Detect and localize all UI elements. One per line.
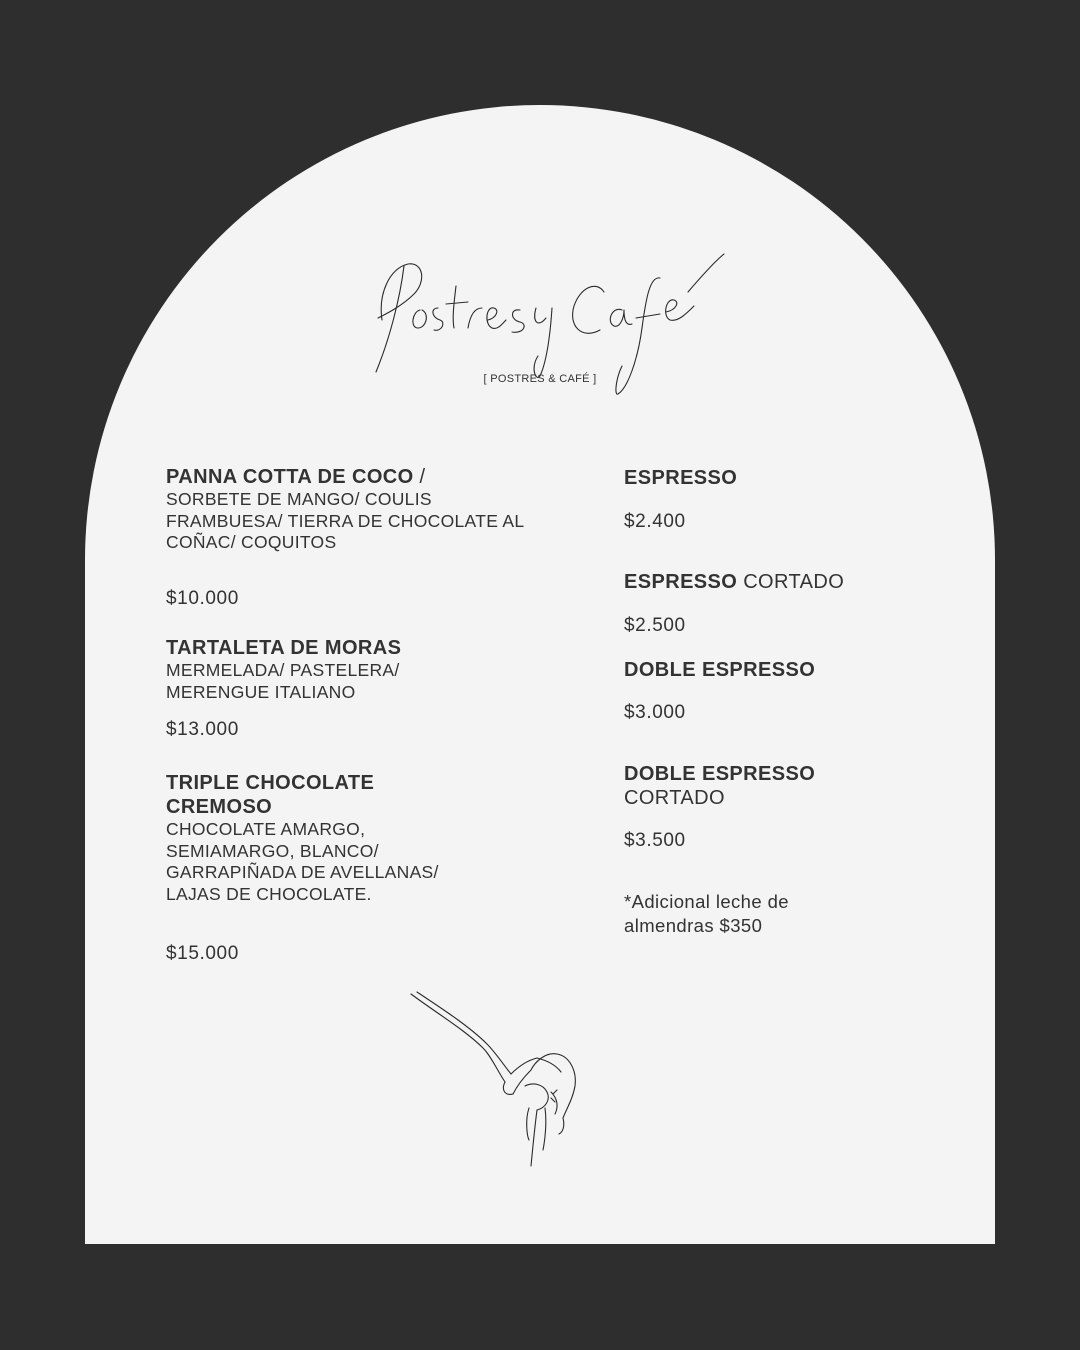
item-name bbox=[624, 466, 944, 490]
item-price: $2.400 bbox=[624, 511, 686, 532]
menu-item bbox=[624, 570, 944, 594]
menu-item bbox=[166, 636, 546, 703]
item-description: SORBETE DE MANGO/ COULIS FRAMBUESA/ TIERRA DE CHOCOLATE AL COÑAC/ COQUITOS bbox=[166, 489, 524, 553]
item-name-extra: CORTADO bbox=[624, 787, 725, 809]
menu-item bbox=[624, 658, 944, 682]
item-name bbox=[624, 570, 944, 594]
item-name-main: ESPRESSO bbox=[624, 467, 738, 489]
item-name-main: PANNA COTTA DE COCO bbox=[166, 466, 414, 488]
item-price: $10.000 bbox=[166, 588, 239, 609]
item-name-main: DOBLE ESPRESSO bbox=[624, 763, 816, 785]
menu-subtitle: [ POSTRES & CAFÉ ] bbox=[483, 373, 597, 385]
fork-dessert-icon bbox=[405, 990, 585, 1170]
item-name bbox=[624, 658, 944, 682]
item-name-extra: CORTADO bbox=[737, 571, 845, 593]
item-name-main: ESPRESSO bbox=[624, 571, 738, 593]
item-price: $3.500 bbox=[624, 830, 686, 851]
almond-milk-note: *Adicional leche de almendras $350 bbox=[624, 891, 789, 936]
item-price: $3.000 bbox=[624, 702, 686, 723]
item-name bbox=[624, 762, 944, 810]
item-name-main: TRIPLE CHOCOLATE CREMOSO bbox=[166, 772, 375, 818]
menu-item bbox=[166, 771, 546, 905]
item-price: $15.000 bbox=[166, 943, 239, 964]
item-name-extra: / bbox=[413, 466, 426, 488]
item-description: MERMELADA/ PASTELERA/ MERENGUE ITALIANO bbox=[166, 660, 400, 702]
item-name-main: TARTALETA DE MORAS bbox=[166, 637, 402, 659]
item-name-main: DOBLE ESPRESSO bbox=[624, 659, 816, 681]
menu-item bbox=[166, 465, 546, 554]
script-title bbox=[0, 0, 1, 1]
menu-item bbox=[624, 466, 944, 490]
item-price: $2.500 bbox=[624, 615, 686, 636]
item-name bbox=[166, 636, 546, 660]
item-name bbox=[166, 465, 546, 489]
menu-item bbox=[624, 762, 944, 810]
item-description: CHOCOLATE AMARGO, SEMIAMARGO, BLANCO/ GARRAPIÑADA DE AVELLANAS/ LAJAS DE CHOCOLATE. bbox=[166, 819, 439, 904]
item-price: $13.000 bbox=[166, 719, 239, 740]
item-name bbox=[166, 771, 436, 819]
